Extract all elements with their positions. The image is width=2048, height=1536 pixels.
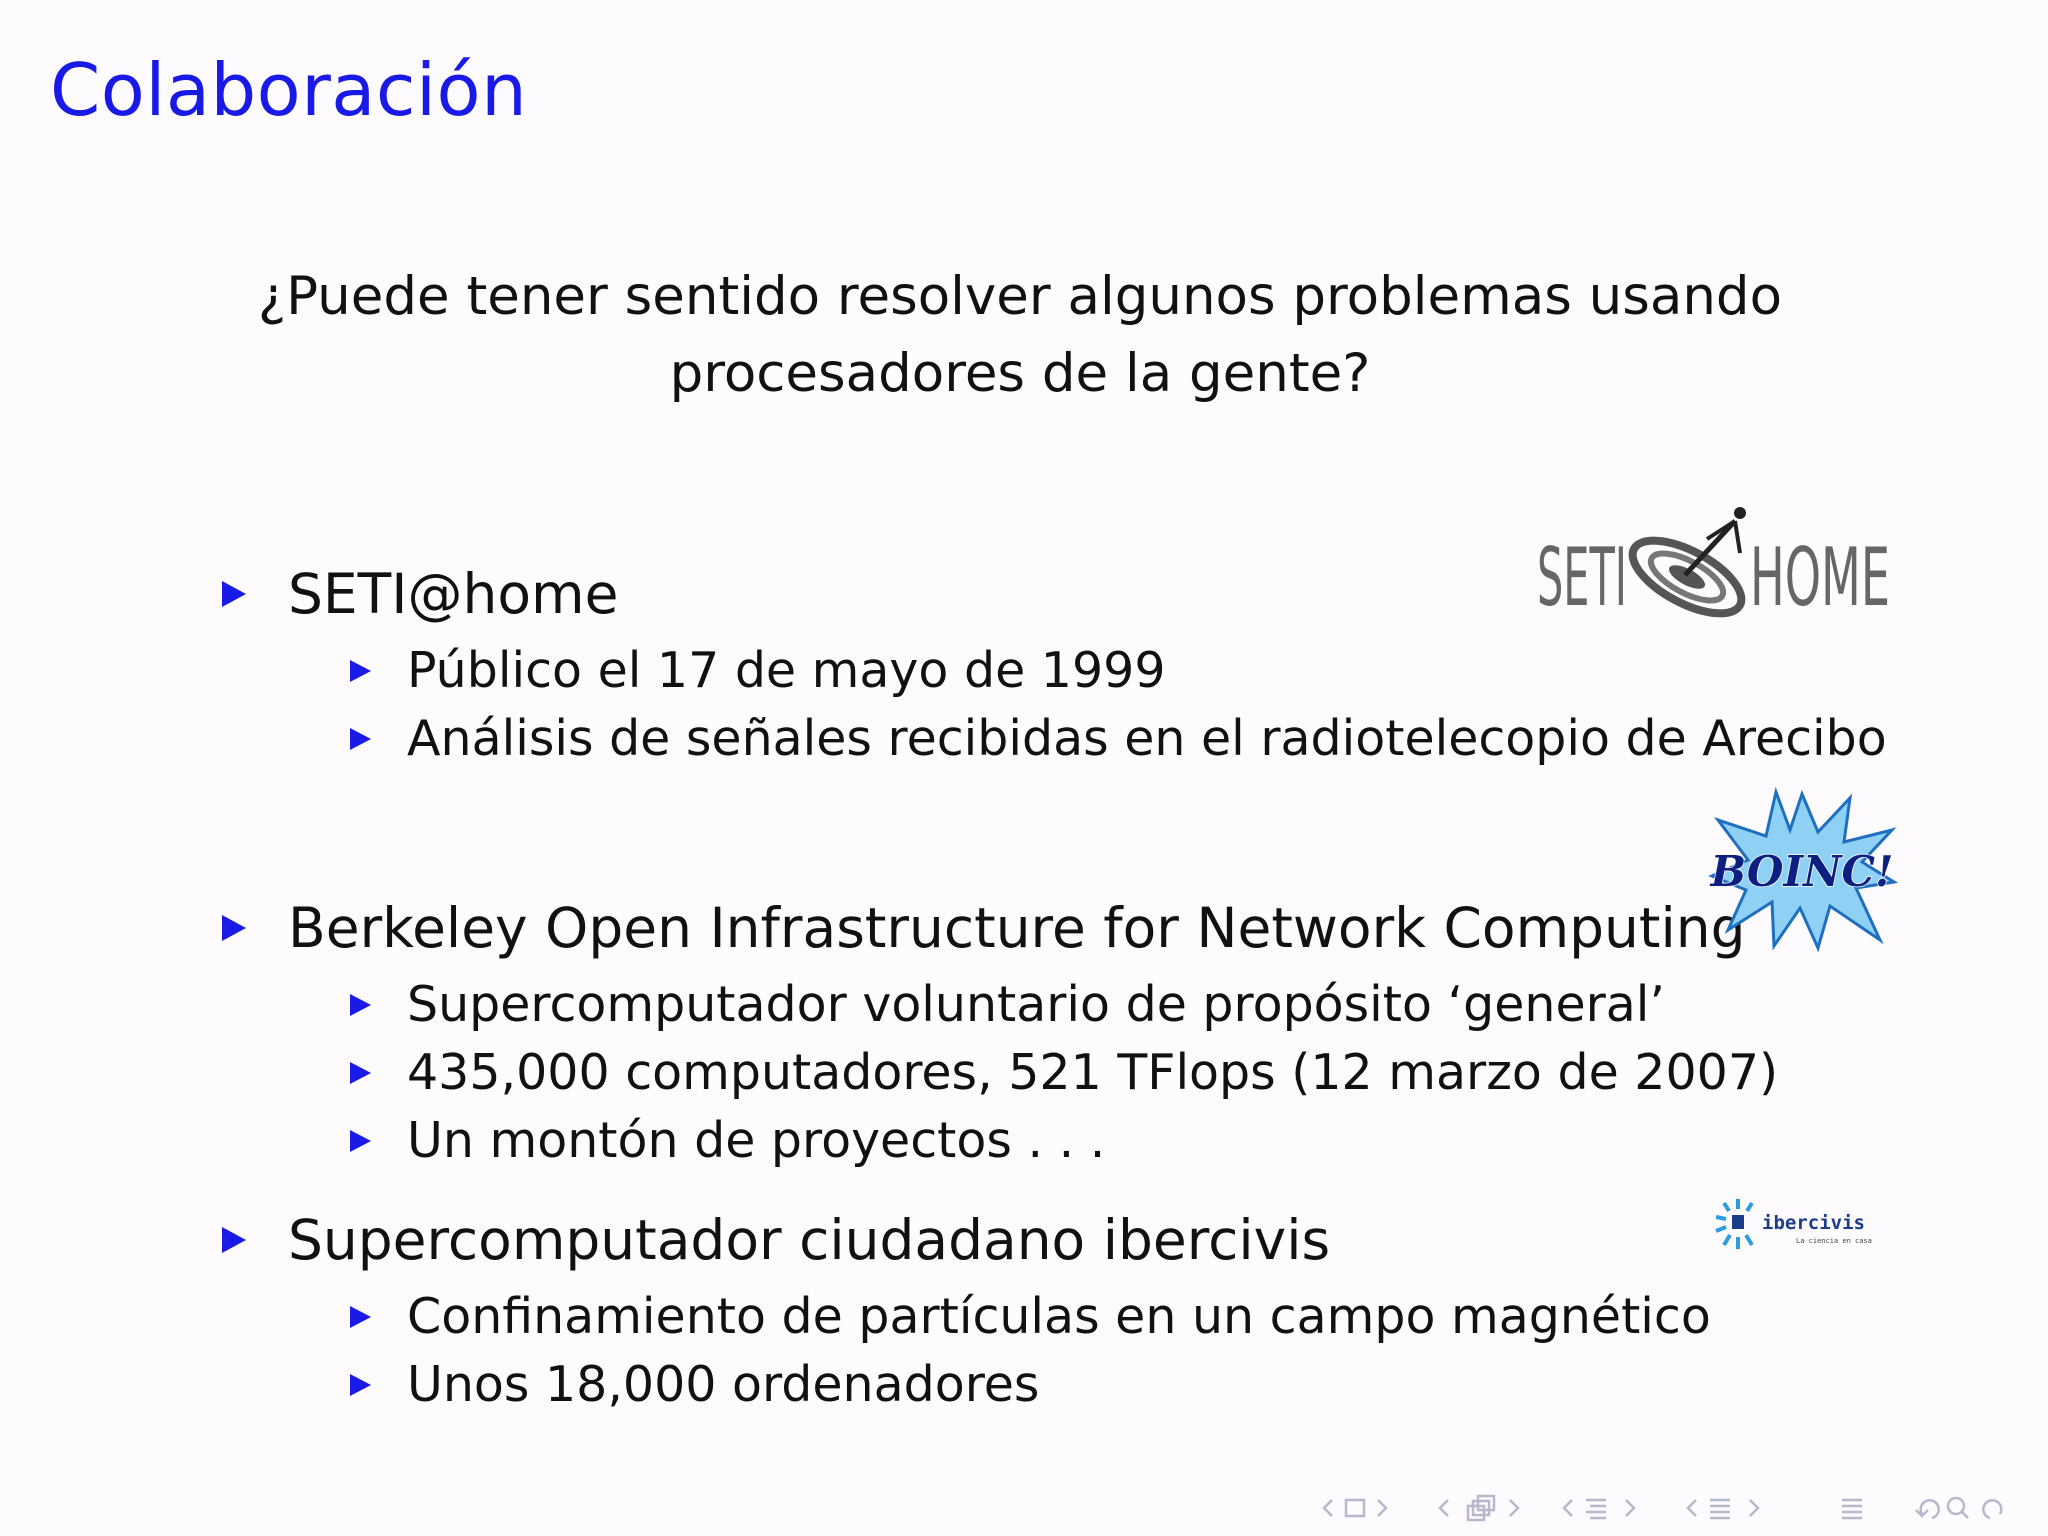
bullet-text: 435,000 computadores, 521 TFlops (12 marzo de 2007) (407, 1044, 1779, 1101)
nav-forward-icon[interactable] (1983, 1500, 2001, 1518)
ibercivis-symbol-icon (1716, 1199, 1752, 1249)
sub-bullet-boinc-projects (350, 1112, 1105, 1169)
nav-frame-icon[interactable] (1346, 1500, 1364, 1516)
ibercivis-logo-tagline: La ciencia en casa (1796, 1237, 1872, 1245)
bullet-triangle-icon (350, 1374, 371, 1396)
bullet-text: Unos 18,000 ordenadores (407, 1356, 1040, 1413)
nav-subsection-icon[interactable] (1468, 1496, 1494, 1520)
bullet-seti-home (222, 562, 618, 626)
bullet-triangle-icon (222, 581, 246, 607)
nav-appendix-icon[interactable] (1842, 1500, 1862, 1518)
sub-bullet-seti-release (350, 642, 1166, 699)
boinc-logo-text: BOINC! (1710, 847, 1894, 896)
bullet-triangle-icon (350, 994, 371, 1016)
bullet-triangle-icon (350, 660, 371, 682)
beamer-navigation-bar (1310, 1490, 2030, 1526)
nav-prev-subsection-icon[interactable] (1440, 1500, 1448, 1516)
question-line-2: procesadores de la gente? (669, 343, 1371, 404)
bullet-triangle-icon (350, 1130, 371, 1152)
bullet-triangle-icon (350, 728, 371, 750)
nav-next-part-icon[interactable] (1750, 1500, 1758, 1516)
bullet-text: SETI@home (288, 562, 619, 626)
seti-logo-left-text: SETI (1537, 531, 1627, 624)
sub-bullet-boinc-stats (350, 1044, 1778, 1101)
nav-prev-part-icon[interactable] (1688, 1500, 1696, 1516)
satellite-dish-icon (1622, 507, 1752, 628)
question-line-1: ¿Puede tener sentido resolver algunos problemas usando (257, 266, 1782, 327)
bullet-triangle-icon (350, 1306, 371, 1328)
bullet-triangle-icon (222, 915, 246, 941)
ibercivis-logo (1712, 1195, 1892, 1255)
bullet-triangle-icon (222, 1227, 246, 1253)
central-question (200, 258, 1840, 412)
seti-home-logo (1535, 505, 1895, 625)
bullet-text: Supercomputador voluntario de propósito ‘general’ (407, 976, 1665, 1033)
bullet-text: Confinamiento de partículas en un campo magnético (407, 1288, 1711, 1345)
bullet-ibercivis (222, 1208, 1330, 1272)
ibercivis-logo-name: ibercivis (1762, 1212, 1865, 1234)
nav-prev-section-icon[interactable] (1564, 1500, 1572, 1516)
bullet-triangle-icon (350, 1062, 371, 1084)
sub-bullet-boinc-general (350, 976, 1665, 1033)
boinc-logo (1710, 790, 1895, 950)
bullet-text: Análisis de señales recibidas en el radiotelecopio de Arecibo (407, 710, 1887, 767)
bullet-text: Público el 17 de mayo de 1999 (407, 642, 1166, 699)
bullet-text: Berkeley Open Infrastructure for Network Computing (288, 896, 1746, 960)
bullet-text: Supercomputador ciudadano ibercivis (288, 1208, 1331, 1272)
sub-bullet-ibercivis-particles (350, 1288, 1711, 1345)
sub-bullet-seti-analysis (350, 710, 1887, 767)
nav-next-subsection-icon[interactable] (1510, 1500, 1518, 1516)
bullet-text: Un montón de proyectos . . . (407, 1112, 1106, 1169)
nav-prev-frame-icon[interactable] (1324, 1500, 1332, 1516)
bullet-boinc (222, 896, 1746, 960)
frame-title: Colaboración (50, 48, 528, 132)
nav-part-icon[interactable] (1710, 1500, 1730, 1518)
nav-search-icon[interactable] (1948, 1498, 1964, 1514)
nav-next-frame-icon[interactable] (1378, 1500, 1386, 1516)
sub-bullet-ibercivis-computers (350, 1356, 1039, 1413)
seti-logo-right-text: HOME (1750, 531, 1890, 624)
nav-section-icon[interactable] (1586, 1500, 1606, 1518)
nav-next-section-icon[interactable] (1626, 1500, 1634, 1516)
